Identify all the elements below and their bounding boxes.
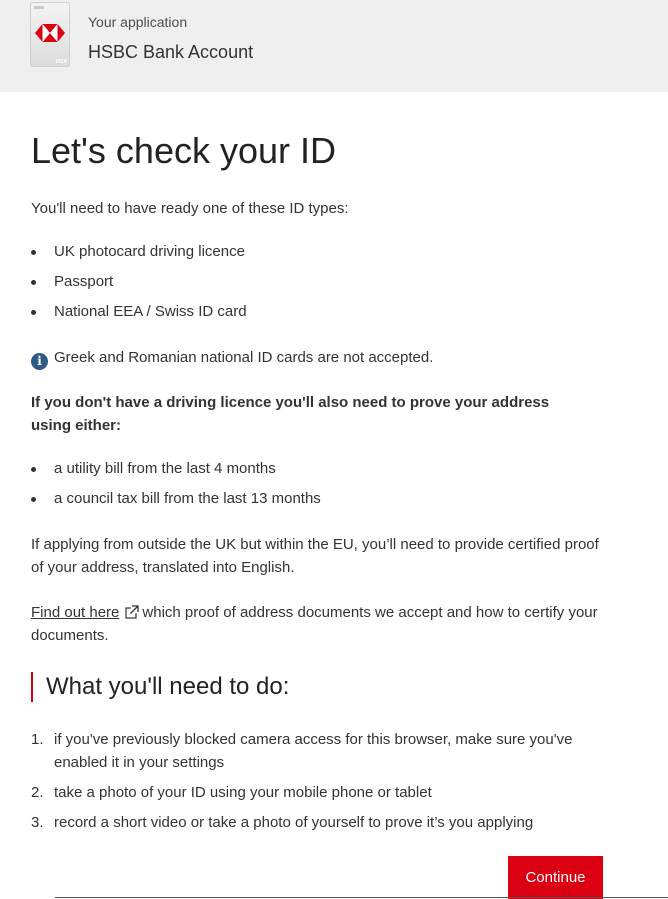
application-header bbox=[0, 0, 668, 92]
hsbc-logo-icon bbox=[35, 24, 65, 42]
intro-text: You'll need to have ready one of these ID types: bbox=[31, 200, 349, 217]
page-title: Let's check your ID bbox=[31, 130, 336, 171]
bullet-icon bbox=[31, 467, 36, 472]
todo-heading: What you'll need to do: bbox=[31, 672, 289, 702]
info-note-text: Greek and Romanian national ID cards are not accepted. bbox=[54, 349, 434, 366]
continue-button[interactable]: Continue bbox=[508, 856, 603, 899]
list-item: National EEA / Swiss ID card bbox=[31, 297, 247, 327]
list-item: UK photocard driving licence bbox=[31, 237, 247, 267]
application-title: HSBC Bank Account bbox=[88, 42, 254, 62]
divider bbox=[55, 897, 668, 898]
list-item: 2. take a photo of your ID using your mobile phone or tablet bbox=[31, 784, 432, 801]
list-item: 1. if you've previously blocked camera access for this browser, make sure you've enabled it in your settings bbox=[31, 731, 573, 771]
address-heading: If you don't have a driving licence you'll also need to prove your address using either: bbox=[31, 394, 550, 434]
list-item: 3. record a short video or take a photo of yourself to prove it’s you applying bbox=[31, 814, 534, 831]
bullet-icon bbox=[31, 280, 36, 285]
application-label: Your application bbox=[88, 14, 188, 30]
bullet-icon bbox=[31, 250, 36, 255]
find-out-paragraph bbox=[31, 601, 611, 647]
info-icon: i bbox=[31, 353, 48, 370]
find-out-text: which proof of address documents we accept and how to certify your documents. bbox=[31, 604, 598, 644]
hsbc-card-image bbox=[30, 2, 70, 67]
find-out-link[interactable]: Find out here bbox=[31, 604, 120, 621]
list-item: Passport bbox=[31, 267, 247, 297]
card-chip-icon bbox=[34, 6, 44, 9]
eu-note: If applying from outside the UK but within the EU, you’ll need to provide certified proof of your address, translated into English. bbox=[31, 536, 599, 576]
visa-logo: VISA bbox=[55, 59, 67, 65]
address-docs-list bbox=[31, 454, 321, 514]
bullet-icon bbox=[31, 310, 36, 315]
list-item: a council tax bill from the last 13 months bbox=[31, 484, 321, 514]
info-note bbox=[31, 348, 433, 370]
todo-steps-list bbox=[31, 728, 611, 841]
list-item: a utility bill from the last 4 months bbox=[31, 454, 321, 484]
bullet-icon bbox=[31, 497, 36, 502]
id-types-list bbox=[31, 237, 247, 327]
external-link-icon bbox=[125, 605, 139, 619]
